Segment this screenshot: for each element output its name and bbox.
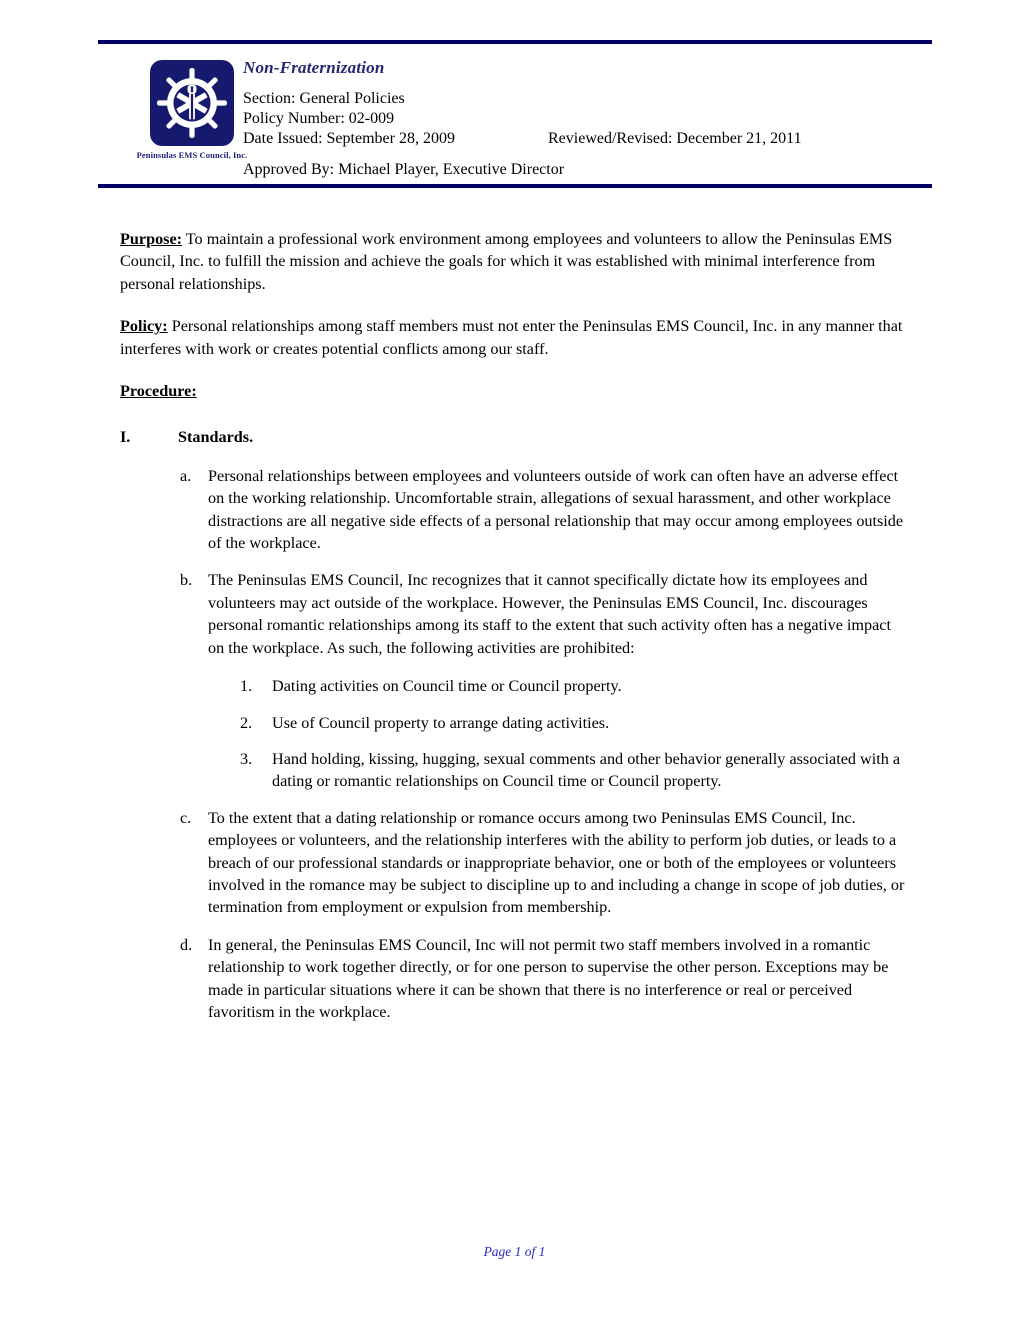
list-item	[120, 934, 910, 1024]
policy-text: Personal relationships among staff members must not enter the Peninsulas EMS Council, Inc. in any manner that interferes with work or creates potential conflicts among our staff.	[120, 317, 903, 358]
list-item	[120, 807, 910, 919]
approved-by-value: Michael Player, Executive Director	[338, 161, 565, 178]
list-item-marker-c: c.	[180, 808, 192, 827]
date-issued-value: September 28, 2009	[326, 130, 455, 147]
section-one	[120, 426, 910, 448]
policy-number-value: 02-009	[348, 110, 395, 127]
purpose-heading: Purpose:	[120, 230, 183, 248]
reviewed-revised-label: Reviewed/Revised:	[548, 130, 673, 147]
policy-heading: Policy:	[120, 317, 168, 336]
prohibited-text-2: Use of Council property to arrange dating activities.	[272, 713, 610, 732]
header-field-approved-by	[243, 160, 932, 180]
page-number-label: Page 1 of 1	[483, 1244, 546, 1259]
list-item	[120, 712, 910, 734]
approved-by-label: Approved By:	[243, 161, 335, 178]
list-item-text-a: Personal relationships between employees and volunteers outside of work can often have an adverse effect on the working relationship. Uncomfortable strain, allegations of sexual harassment, and other workplace distractions are all negative side effects of a personal relationship that may occur among employees outside of the workplace.	[208, 466, 904, 553]
list-item-text-d: In general, the Peninsulas EMS Council, Inc will not permit two staff members involved in a romantic relationship to work together directly, or for one person to supervise the other person. Exceptions may be made in particular situations where it can be shown that there is no interference or real or perceived favoritism in the workplace.	[208, 935, 889, 1021]
list-item-marker-a: a.	[180, 466, 192, 485]
prohibited-marker-1: 1.	[240, 677, 253, 696]
purpose-text: To maintain a professional work environment among employees and volunteers to allow the Peninsulas EMS Council, Inc. to fulfill the mission and achieve the goals for which it was established with minimal interference from personal relationships.	[120, 230, 893, 293]
header-field-section	[243, 89, 932, 109]
policy-number-label: Policy Number:	[243, 110, 345, 127]
list-item-text-c: To the extent that a dating relationship or romance occurs among two Peninsulas EMS Council, Inc. employees or volunteers, and the relationship interferes with the ability to perform job duties, or leads to a breach of our professional standards or inappropriate behavior, one or both of the employees or volunteers involved in the romance may be subject to discipline up to and including a change in scope of job duties, or termination from employment or expulsion from membership.	[208, 808, 905, 917]
policy-paragraph	[120, 315, 910, 360]
logo-caption: Peninsulas EMS Council, Inc.	[136, 150, 248, 160]
procedure-heading: Procedure:	[120, 382, 197, 401]
prohibited-activities-list	[120, 675, 910, 793]
prohibited-text-1: Dating activities on Council time or Council property.	[272, 677, 622, 696]
ships-wheel-icon	[150, 60, 234, 146]
header-field-reviewed-revised	[548, 129, 802, 149]
date-issued-label: Date Issued:	[243, 130, 323, 147]
section-one-marker: I.	[120, 428, 131, 447]
ships-wheel-star-of-life-icon	[150, 60, 234, 146]
list-item	[120, 675, 910, 697]
header-bottom-rule	[98, 184, 932, 188]
reviewed-revised-value: December 21, 2011	[676, 130, 802, 147]
document-header	[98, 52, 932, 180]
section-one-title: Standards.	[178, 428, 254, 447]
header-top-rule	[98, 40, 932, 44]
document-title: Non-Fraternization	[243, 58, 385, 77]
header-text-block	[243, 58, 932, 180]
section-label: Section:	[243, 90, 296, 107]
document-body	[120, 228, 910, 1038]
prohibited-text-3: Hand holding, kissing, hugging, sexual comments and other behavior generally associated with a dating or romantic relationships on Council time or Council property.	[272, 749, 901, 791]
list-item	[120, 748, 910, 793]
list-item	[120, 465, 910, 555]
prohibited-marker-3: 3.	[240, 749, 253, 768]
section-value: General Policies	[299, 90, 405, 107]
header-field-date-issued	[243, 129, 932, 149]
prohibited-marker-2: 2.	[240, 713, 253, 732]
list-item-marker-d: d.	[180, 935, 193, 954]
page-footer	[0, 1244, 1029, 1260]
list-item	[120, 569, 910, 659]
purpose-paragraph	[120, 228, 910, 295]
header-field-policy-number	[243, 109, 932, 129]
list-item-marker-b: b.	[180, 571, 193, 590]
list-item-text-b: The Peninsulas EMS Council, Inc recognizes that it cannot specifically dictate how its employees and volunteers may act outside of the workplace. However, the Peninsulas EMS Council, Inc. discourages personal romantic relationships among its staff to the extent that such activity often has a negative impact on the workplace. As such, the following activities are prohibited:	[208, 571, 891, 657]
